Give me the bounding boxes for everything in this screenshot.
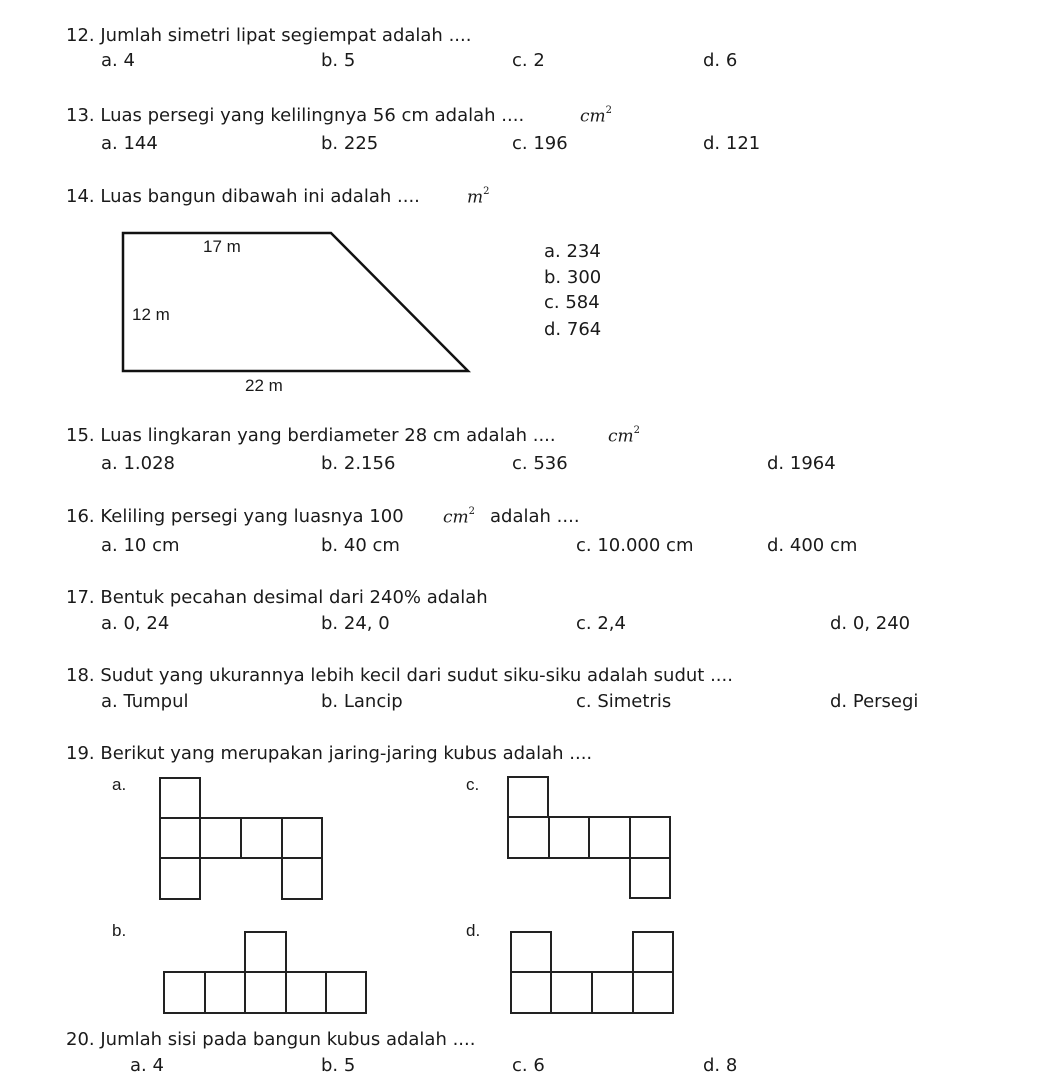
option-a: a. 0, 24 (101, 613, 170, 634)
cube-net-b (164, 932, 366, 1013)
net-label-c: c. (466, 775, 480, 794)
trapezoid-figure (123, 233, 468, 371)
question-number: 16. (66, 506, 95, 527)
option-d: d. 0, 240 (830, 613, 911, 634)
question-text: Sudut yang ukurannya lebih kecil dari sudut siku-siku adalah sudut .... (100, 665, 733, 686)
option-c: c. 2,4 (576, 613, 626, 634)
net-label-a: a. (112, 775, 127, 794)
cube-net-c (508, 777, 670, 898)
question-16 (66, 508, 404, 526)
unit-label: $cm^2$ (608, 425, 641, 447)
option-a: a. 10 cm (101, 535, 180, 556)
option-c: c. 10.000 cm (576, 535, 694, 556)
net-label-d: d. (466, 921, 481, 940)
trapezoid-bottom-label: 22 m (245, 376, 283, 395)
question-text-end: adalah .... (490, 506, 580, 527)
question-number: 18. (66, 665, 95, 686)
net-label-b: b. (112, 921, 127, 940)
option-b: b. 225 (321, 133, 379, 154)
question-text: Berikut yang merupakan jaring-jaring kubus adalah .... (100, 743, 593, 764)
question-15 (66, 427, 556, 445)
option-d: d. 764 (544, 319, 602, 340)
question-number: 14. (66, 186, 95, 207)
question-number: 12. (66, 25, 95, 46)
option-a: a. 4 (101, 50, 135, 71)
option-b: b. 2.156 (321, 453, 396, 474)
question-number: 19. (66, 743, 95, 764)
option-d: d. 1964 (767, 453, 836, 474)
option-d: d. 400 cm (767, 535, 858, 556)
option-a: a. 1.028 (101, 453, 176, 474)
trapezoid-side-label: 12 m (132, 305, 170, 324)
option-b: b. 5 (321, 50, 356, 71)
option-b: b. 5 (321, 1055, 356, 1076)
option-c: c. 196 (512, 133, 568, 154)
option-c: c. Simetris (576, 691, 672, 712)
question-text: Keliling persegi yang luasnya 100 (100, 506, 404, 527)
option-a: a. Tumpul (101, 691, 189, 712)
option-c: c. 6 (512, 1055, 545, 1076)
option-a: a. 144 (101, 133, 158, 154)
option-c: c. 2 (512, 50, 545, 71)
question-text: Luas persegi yang kelilingnya 56 cm adalah .... (100, 105, 525, 126)
option-b: b. 300 (544, 267, 602, 288)
option-d: d. 121 (703, 133, 761, 154)
question-text: Bentuk pecahan desimal dari 240% adalah (100, 587, 488, 608)
question-number: 15. (66, 425, 95, 446)
cube-net-d (511, 932, 673, 1013)
unit-label: $m^2$ (467, 186, 490, 208)
unit-label: $cm^2$ (443, 506, 476, 528)
question-number: 20. (66, 1029, 95, 1050)
option-b: b. 40 cm (321, 535, 400, 556)
option-a: a. 234 (544, 241, 601, 262)
question-text: Luas bangun dibawah ini adalah .... (100, 186, 420, 207)
unit-label: $cm^2$ (580, 105, 613, 127)
cube-net-a (160, 778, 322, 899)
question-20 (66, 1031, 475, 1049)
option-c: c. 584 (544, 292, 600, 313)
question-text: Jumlah sisi pada bangun kubus adalah .... (100, 1029, 476, 1050)
question-number: 13. (66, 105, 95, 126)
option-a: a. 4 (130, 1055, 164, 1076)
option-c: c. 536 (512, 453, 568, 474)
option-d: d. Persegi (830, 691, 919, 712)
question-17 (66, 589, 488, 607)
question-text: Jumlah simetri lipat segiempat adalah .... (100, 25, 472, 46)
question-19 (66, 745, 592, 763)
option-b: b. 24, 0 (321, 613, 390, 634)
trapezoid-top-label: 17 m (203, 237, 241, 256)
question-18 (66, 667, 733, 685)
option-d: d. 6 (703, 50, 738, 71)
question-text: Luas lingkaran yang berdiameter 28 cm adalah .... (100, 425, 556, 446)
question-number: 17. (66, 587, 95, 608)
option-b: b. Lancip (321, 691, 403, 712)
option-d: d. 8 (703, 1055, 738, 1076)
